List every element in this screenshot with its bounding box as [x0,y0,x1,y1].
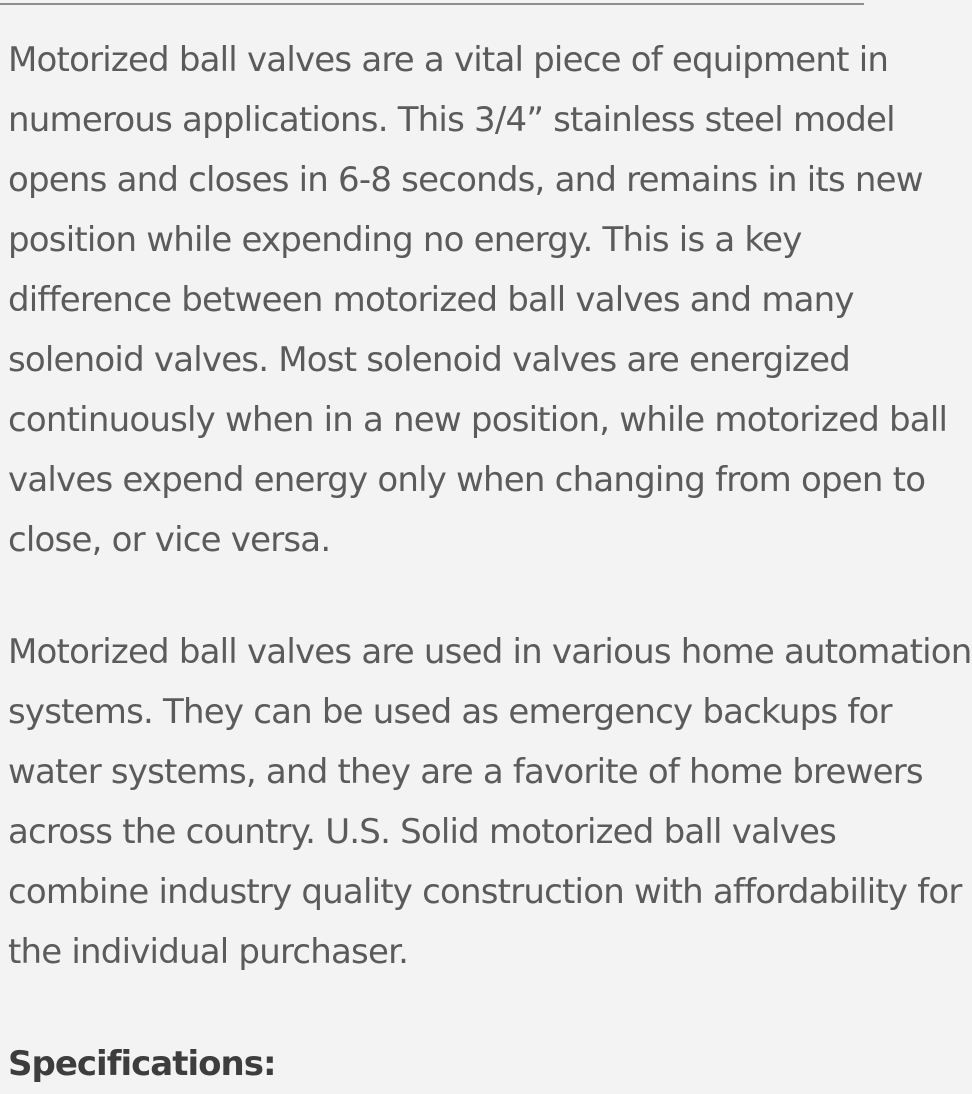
paragraph-line: systems. They can be used as emergency backups for [8,692,892,732]
paragraph-line: position while expending no energy. This is a key [8,220,802,260]
article-content [8,30,972,1094]
paragraph-line: valves expend energy only when changing from open to [8,460,926,500]
top-divider [0,3,864,5]
paragraph-line: solenoid valves. Most solenoid valves are energized [8,340,850,380]
specifications-heading: Specifications: [8,1044,276,1084]
paragraph-line: combine industry quality construction with affordability for [8,872,962,912]
paragraph-line: water systems, and they are a favorite of home brewers [8,752,923,792]
paragraph-line: difference between motorized ball valves and many [8,280,854,320]
paragraph-line: continuously when in a new position, while motorized ball [8,400,948,440]
description-paragraph-1 [8,30,948,570]
paragraph-line: close, or vice versa. [8,520,331,560]
paragraph-line: Motorized ball valves are a vital piece of equipment in [8,40,889,80]
description-paragraph-2 [8,622,972,982]
paragraph-line: the individual purchaser. [8,932,409,972]
paragraph-line: across the country. U.S. Solid motorized ball valves [8,812,837,852]
paragraph-line: numerous applications. This 3/4” stainless steel model [8,100,895,140]
paragraph-line: opens and closes in 6-8 seconds, and remains in its new [8,160,923,200]
paragraph-line: Motorized ball valves are used in various home automation [8,632,972,672]
